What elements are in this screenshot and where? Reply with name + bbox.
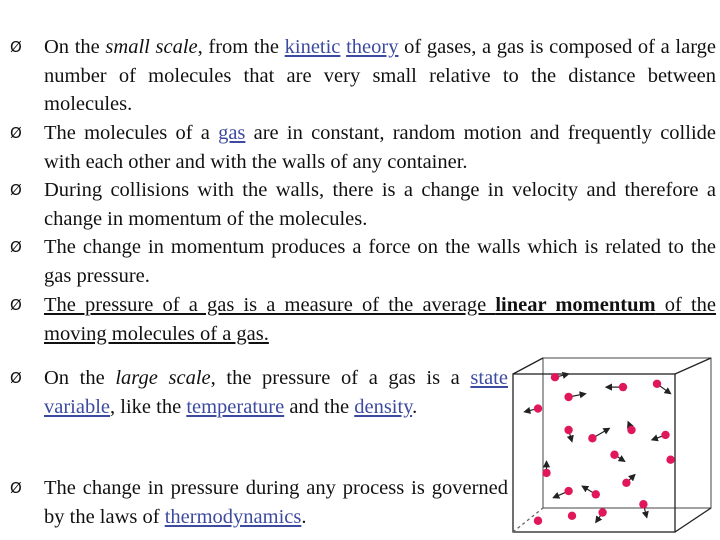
inline-link[interactable]: thermodynamics (164, 505, 302, 528)
molecule-dot (653, 380, 661, 388)
molecule-dot (598, 508, 606, 516)
arrow-bullet-icon: Ø (10, 479, 22, 497)
emphasis-text: large scale (115, 367, 211, 389)
text-run: The change in pressure during any process is governed by the laws of (44, 477, 508, 528)
molecule-dot (619, 383, 627, 391)
inline-link[interactable]: kinetic (284, 36, 341, 58)
molecule-dot (588, 434, 596, 442)
molecule-dot (592, 490, 600, 498)
text-run: of gases, a gas is composed of a large number of molecules that are very small relative to the distance between molecules. (44, 36, 716, 115)
molecule-dot (564, 487, 572, 495)
emphasis-text: small scale (105, 36, 198, 58)
text-run: During collisions with the walls, there is a change in velocity and therefore a change in momentum of the molecules. (44, 179, 716, 230)
arrow-bullet-icon: Ø (10, 369, 22, 387)
inline-link[interactable]: theory (346, 36, 399, 58)
text-run: are in constant, random motion and frequently collide with each other and with the walls of any container. (44, 122, 716, 173)
inline-link[interactable]: gas (218, 122, 246, 144)
text-run: On the (44, 367, 116, 389)
text-run: The molecules of a (44, 122, 219, 144)
arrow-bullet-icon: Ø (10, 181, 22, 199)
arrow-bullet-icon: Ø (10, 124, 22, 142)
inline-link[interactable]: state (470, 367, 508, 389)
arrow-bullet-icon: Ø (10, 238, 22, 256)
text-run: , from the (197, 36, 285, 58)
bullet-text (44, 176, 716, 233)
molecule-dot (534, 404, 542, 412)
text-run: , the pressure of a gas is a (210, 367, 471, 389)
molecule-dot (622, 479, 630, 487)
bullet-text (44, 119, 716, 176)
text-run: . (412, 395, 418, 418)
molecule-dot (534, 517, 542, 525)
arrow-bullet-icon: Ø (10, 38, 22, 56)
molecule-dot (564, 393, 572, 401)
molecules-layer (524, 373, 674, 525)
molecule-dot (661, 431, 669, 439)
bullet-text (44, 291, 716, 348)
molecule-dot (627, 426, 635, 434)
bullet-text (44, 33, 716, 119)
molecule-dot (551, 373, 559, 381)
molecule-dot (564, 426, 572, 434)
molecule-dot (639, 500, 647, 508)
inline-link[interactable]: variable (44, 395, 111, 418)
text-run: The pressure of a gas is a measure of the average (44, 294, 496, 316)
inline-link[interactable]: density (354, 395, 413, 418)
bullet-text (44, 364, 508, 421)
emphasis-text: linear momentum (495, 294, 656, 316)
text-run: The change in momentum produces a force on the walls which is related to the gas pressure. (44, 236, 716, 287)
molecule-dot (610, 451, 618, 459)
gas-molecules-box-figure (505, 350, 715, 536)
text-run: . (301, 505, 307, 528)
arrow-bullet-icon: Ø (10, 296, 22, 314)
cube-outline (513, 358, 711, 532)
bullet-text (44, 233, 716, 290)
molecule-dot (666, 456, 674, 464)
text-run: and the (284, 395, 355, 418)
text-run: On the (44, 36, 106, 58)
bullet-text (44, 474, 508, 531)
text-run: of the moving molecules of a gas. (44, 294, 717, 345)
text-run: , like the (110, 395, 187, 418)
inline-link[interactable]: temperature (186, 395, 285, 418)
molecule-dot (568, 512, 576, 520)
molecule-dot (542, 469, 550, 477)
